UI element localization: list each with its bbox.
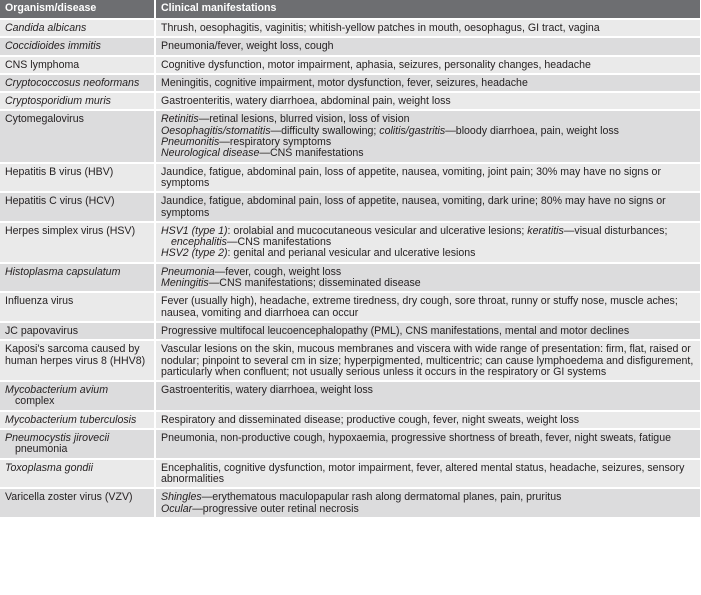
manifestation-line	[161, 248, 695, 259]
organism-name: Influenza virus	[5, 295, 74, 308]
organism-name: Hepatitis B virus (HBV)	[5, 165, 114, 178]
organism-cell	[0, 292, 155, 322]
table-row	[0, 110, 701, 162]
manifestations-cell	[155, 110, 701, 162]
manifestation-term: Retinitis	[161, 113, 199, 126]
manifestation-term: HSV1 (type 1)	[161, 224, 228, 237]
manifestations-cell: Vascular lesions on the skin, mucous membranes and viscera with wide range of presentation: firm, flat, raised or nodular; pinpoint to several cm in size; hyperpigmented, multicentric; can cause lymphoedema and disfigurement, particularly when confluent; not usually serious unless it occurs in the respiratory or GI systems	[155, 340, 701, 381]
table-row	[0, 292, 701, 322]
manifestation-term: Shingles	[161, 491, 202, 504]
organism-name: Kaposi's sarcoma caused by human herpes virus 8 (HHV8)	[5, 343, 146, 367]
manifestation-line	[161, 148, 695, 159]
manifestation-term: encephalitis	[171, 236, 227, 249]
organism-cell	[0, 459, 155, 489]
organism-cell	[0, 37, 155, 55]
manifestation-term: Meningitis	[161, 277, 209, 290]
organism-cell	[0, 56, 155, 74]
organism-suffix: pneumonia	[15, 443, 68, 456]
manifestations-cell	[155, 222, 701, 263]
organism-name: Coccidioides immitis	[5, 40, 101, 53]
manifestation-term: Ocular	[161, 502, 193, 515]
table-row	[0, 56, 701, 74]
organism-cell	[0, 74, 155, 92]
manifestations-cell: Cognitive dysfunction, motor impairment, aphasia, seizures, personality changes, headache	[155, 56, 701, 74]
manifestation-text: —erythematous maculopapular rash along dermatomal planes, pain, pruritus	[201, 491, 562, 504]
organism-name: Cryptococcosus neoformans	[5, 76, 140, 89]
manifestations-cell: Pneumonia, non-productive cough, hypoxaemia, progressive shortness of breath, fever, night sweats, fatigue	[155, 429, 701, 459]
header-organism: Organism/disease	[0, 0, 155, 19]
manifestation-term: HSV2 (type 2)	[161, 247, 228, 260]
manifestation-text: —fever, cough, weight loss	[214, 265, 342, 278]
manifestation-line	[161, 504, 695, 515]
table-row	[0, 459, 701, 489]
table-row	[0, 192, 701, 222]
table-row	[0, 19, 701, 37]
organism-name: Toxoplasma gondii	[5, 461, 93, 474]
manifestations-cell: Jaundice, fatigue, abdominal pain, loss of appetite, nausea, vomiting, dark urine; 80% may have no signs or symptoms	[155, 192, 701, 222]
manifestation-term: Oesophagitis/stomatitis	[161, 124, 271, 137]
organism-name: Cryptosporidium muris	[5, 95, 111, 108]
manifestation-text: —difficulty swallowing;	[270, 124, 380, 137]
manifestation-term: colitis/gastritis	[379, 124, 446, 137]
table-row	[0, 74, 701, 92]
organism-suffix: complex	[15, 395, 55, 408]
manifestation-text: —CNS manifestations; disseminated disease	[208, 277, 421, 290]
organism-name: Mycobacterium avium	[5, 384, 109, 397]
manifestations-cell: Fever (usually high), headache, extreme tiredness, dry cough, sore throat, runny or stuffy nose, muscle aches; nausea, vomiting and diarrhoea can occur	[155, 292, 701, 322]
organism-cell	[0, 263, 155, 293]
table-row	[0, 322, 701, 340]
table-header-row	[0, 0, 701, 19]
organism-name: Cytomegalovirus	[5, 113, 84, 126]
table-row	[0, 92, 701, 110]
manifestation-text: : genital and perianal vesicular and ulcerative lesions	[227, 247, 476, 260]
manifestations-cell: Meningitis, cognitive impairment, motor dysfunction, fever, seizures, headache	[155, 74, 701, 92]
manifestation-text: —respiratory symptoms	[219, 136, 332, 149]
organism-name: Candida albicans	[5, 22, 87, 34]
organism-cell	[0, 322, 155, 340]
manifestation-term: Neurological disease	[161, 147, 260, 160]
table-row	[0, 411, 701, 429]
organism-cell	[0, 110, 155, 162]
manifestation-text: —bloody diarrhoea, pain, weight loss	[445, 124, 619, 137]
manifestations-cell	[155, 263, 701, 293]
table-row	[0, 222, 701, 263]
organism-name: Varicella zoster virus (VZV)	[5, 491, 133, 504]
manifestation-text: —retinal lesions, blurred vision, loss of vision	[198, 113, 410, 126]
organism-cell	[0, 488, 155, 517]
manifestations-cell: Gastroenteritis, watery diarrhoea, abdominal pain, weight loss	[155, 92, 701, 110]
manifestations-cell: Encephalitis, cognitive dysfunction, motor impairment, fever, altered mental status, headache, seizures, sensory abnormalities	[155, 459, 701, 489]
table-row	[0, 429, 701, 459]
header-manifestations: Clinical manifestations	[155, 0, 701, 19]
manifestations-cell: Respiratory and disseminated disease; productive cough, fever, night sweats, weight loss	[155, 411, 701, 429]
table-row	[0, 163, 701, 193]
manifestations-cell: Thrush, oesophagitis, vaginitis; whitish-yellow patches in mouth, oesophagus, GI tract, vagina	[155, 19, 701, 37]
organism-name: Herpes simplex virus (HSV)	[5, 224, 136, 237]
manifestations-cell: Progressive multifocal leucoencephalopathy (PML), CNS manifestations, mental and motor declines	[155, 322, 701, 340]
manifestation-text: —CNS manifestations	[259, 147, 364, 160]
table-row	[0, 340, 701, 381]
manifestation-term: Pneumonia	[161, 265, 215, 278]
organism-cell	[0, 411, 155, 429]
manifestation-term: Pneumonitis	[161, 136, 220, 149]
organism-name: JC papovavirus	[5, 324, 79, 337]
organism-cell	[0, 163, 155, 193]
manifestation-text: —CNS manifestations	[226, 236, 332, 249]
manifestation-text: —progressive outer retinal necrosis	[192, 502, 359, 515]
table-row	[0, 263, 701, 293]
organism-cell	[0, 19, 155, 37]
organism-name: Histoplasma capsulatum	[5, 265, 121, 278]
table-row	[0, 488, 701, 517]
manifestations-cell	[155, 488, 701, 517]
table-body	[0, 19, 701, 517]
organism-cell	[0, 381, 155, 411]
manifestation-term: keratitis	[527, 224, 564, 237]
manifestation-text: —visual disturbances;	[563, 224, 668, 237]
organism-cell	[0, 192, 155, 222]
organism-cell	[0, 340, 155, 381]
table-row	[0, 381, 701, 411]
organism-name: Hepatitis C virus (HCV)	[5, 195, 115, 208]
manifestations-cell: Pneumonia/fever, weight loss, cough	[155, 37, 701, 55]
manifestations-cell: Gastroenteritis, watery diarrhoea, weight loss	[155, 381, 701, 411]
manifestation-line	[161, 278, 695, 289]
organism-name: Mycobacterium tuberculosis	[5, 413, 137, 426]
organism-cell	[0, 222, 155, 263]
table-row	[0, 37, 701, 55]
organism-name: Pneumocystis jirovecii	[5, 432, 110, 445]
organism-name: CNS lymphoma	[5, 58, 80, 71]
manifestation-text: : orolabial and mucocutaneous vesicular and ulcerative lesions;	[227, 224, 528, 237]
manifestations-cell: Jaundice, fatigue, abdominal pain, loss of appetite, nausea, vomiting, joint pain; 30% may have no signs or symptoms	[155, 163, 701, 193]
organism-cell	[0, 92, 155, 110]
organism-cell	[0, 429, 155, 459]
